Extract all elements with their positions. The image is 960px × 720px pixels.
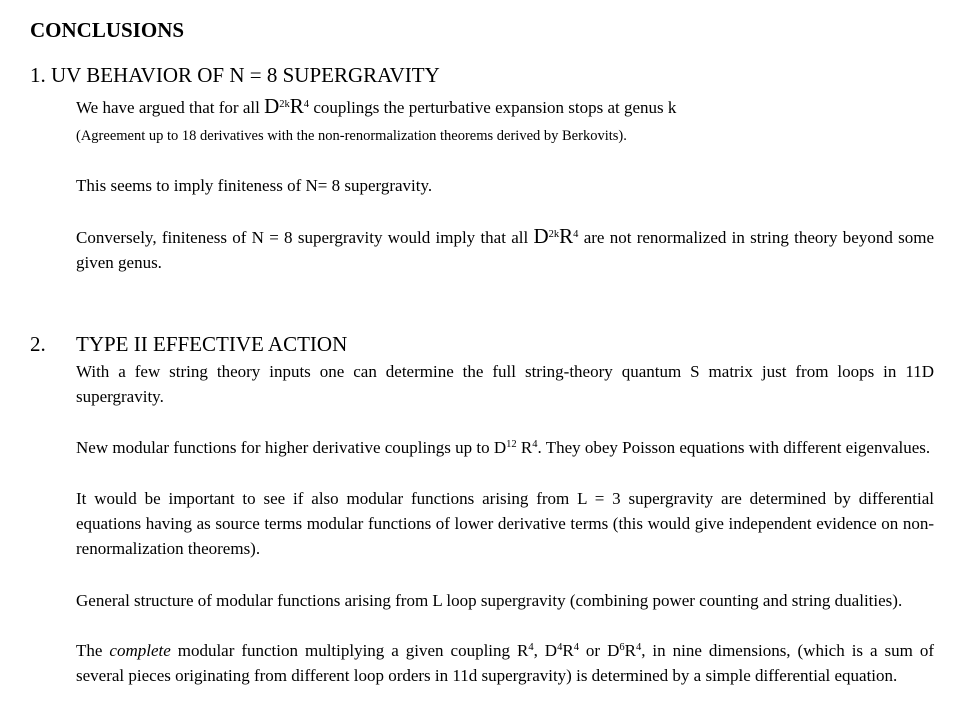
section-number: 2. — [30, 332, 46, 356]
section2-paragraph-1: With a few string theory inputs one can determine the full string-theory quantum S matrix just from loops in 11D supergravity. — [76, 362, 934, 406]
superscript: 4 — [532, 439, 538, 451]
italic-word: complete — [109, 641, 171, 660]
superscript: 2k — [279, 99, 290, 111]
text-run: , D — [533, 641, 558, 660]
section2-paragraph-2 — [76, 435, 934, 460]
superscript: 4 — [635, 642, 642, 654]
math-symbol: D — [533, 224, 549, 248]
superscript: 6 — [619, 642, 625, 654]
text-run: Conversely, finiteness of N = 8 supergravity would imply that all — [76, 228, 534, 247]
text-run: couplings the perturbative expansion stops at genus k — [309, 98, 677, 117]
section1-title: 1. UV BEHAVIOR OF N = 8 SUPERGRAVITY — [30, 63, 440, 87]
conclusions-heading: CONCLUSIONS — [30, 18, 185, 42]
superscript: 4 — [573, 229, 579, 241]
text-run: are not renormalized in string theory beyond some given genus. — [76, 228, 934, 272]
section2-paragraph-3: It would be important to see if also modular functions arising from L = 3 supergravity are determined by differential equations having as source terms modular functions of lower derivative terms (this would give independent evidence on non-renormalization theorems). — [76, 489, 934, 558]
section2-paragraph-5 — [76, 638, 934, 688]
text-run: R — [516, 438, 533, 457]
text-run: , in nine dimensions, (which is a sum of several pieces originating from different loop orders in 11d supergravity) is determined by a simple differential equation. — [76, 641, 934, 685]
text-run: or D — [578, 641, 620, 660]
superscript: 12 — [506, 439, 517, 451]
text-run: We have argued that for all — [76, 98, 265, 117]
superscript: 4 — [528, 642, 534, 654]
superscript: 4 — [303, 99, 310, 111]
superscript: 4 — [557, 642, 563, 654]
math-symbol: D — [264, 94, 280, 118]
text-run: R — [624, 641, 636, 660]
section1-paragraph-3: This seems to imply finiteness of N= 8 supergravity. — [76, 176, 433, 195]
math-symbol: R — [559, 224, 574, 248]
superscript: 2k — [548, 229, 560, 241]
section1-paragraph-2: (Agreement up to 18 derivatives with the non-renormalization theorems derived by Berkovits). — [76, 128, 627, 144]
section1-paragraph-1 — [76, 94, 934, 120]
text-run: New modular functions for higher derivative couplings up to D — [76, 438, 507, 457]
text-run: . They obey Poisson equations with different eigenvalues. — [537, 438, 931, 457]
section2-title — [30, 332, 347, 357]
text-run: R — [562, 641, 574, 660]
superscript: 4 — [573, 642, 579, 654]
section1-paragraph-4 — [76, 224, 934, 275]
text-run: The — [76, 641, 110, 660]
text-run: modular function multiplying a given coupling R — [170, 641, 529, 660]
section-title-text: TYPE II EFFECTIVE ACTION — [76, 332, 348, 356]
math-symbol: R — [289, 94, 304, 118]
section2-paragraph-4: General structure of modular functions arising from L loop supergravity (combining power counting and string dualities). — [76, 591, 903, 610]
